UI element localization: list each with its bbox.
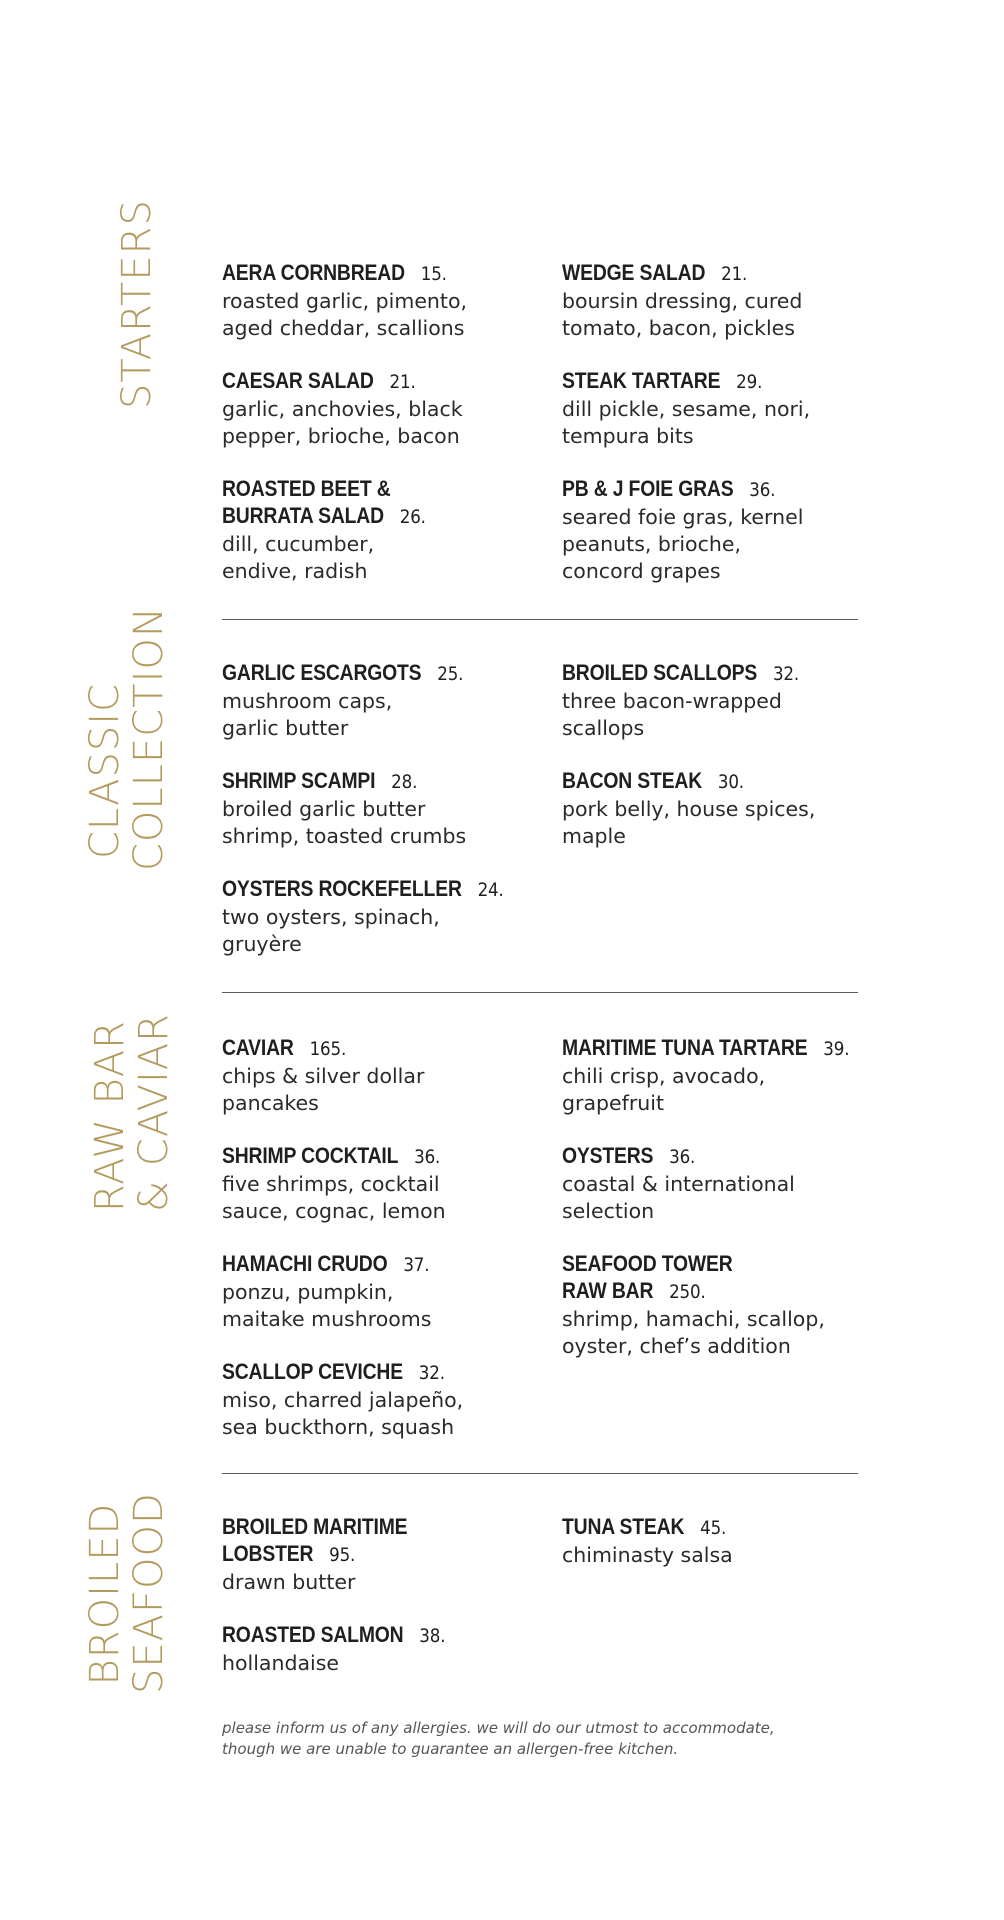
menu-item-heading (222, 1358, 504, 1387)
menu-item-name: BURRATA SALAD (222, 503, 384, 528)
menu-item (222, 1142, 542, 1225)
menu-item-heading (222, 767, 504, 796)
menu-item-name: BROILED MARITIME (222, 1514, 408, 1539)
menu-item-name: MARITIME TUNA TARTARE (562, 1035, 808, 1060)
menu-item-price: 30. (717, 771, 744, 793)
menu-column-right (562, 259, 882, 610)
menu-item-heading (222, 475, 504, 531)
menu-item-price: 36. (749, 479, 776, 501)
menu-item (222, 767, 542, 850)
menu-item (222, 1513, 542, 1596)
menu-item-heading (222, 1034, 504, 1063)
menu-item (562, 767, 882, 850)
menu-item-heading (222, 259, 504, 288)
menu-item-name: TUNA STEAK (562, 1514, 685, 1539)
menu-item (222, 875, 542, 958)
menu-item (562, 659, 882, 742)
menu-item-description: pork belly, house spices, maple (562, 797, 816, 848)
menu-item-heading (562, 1142, 844, 1171)
menu-item-name: AERA CORNBREAD (222, 260, 405, 285)
section-divider (222, 992, 858, 993)
menu-item-description: ponzu, pumpkin, maitake mushrooms (222, 1280, 432, 1331)
allergy-notice (222, 1718, 862, 1760)
menu-item-price: 21. (721, 263, 748, 285)
menu-item-price: 32. (772, 663, 800, 685)
menu-item-description: shrimp, hamachi, scallop, oyster, chef’s addition (562, 1307, 825, 1358)
menu-item-description: coastal & international selection (562, 1172, 795, 1223)
menu-item-price: 25. (437, 663, 464, 685)
menu-item-description: five shrimps, cocktail sauce, cognac, lemon (222, 1172, 446, 1223)
menu-column-right (562, 659, 882, 875)
section-title-line: & CAVIAR (131, 1013, 177, 1212)
menu-item-heading (562, 767, 844, 796)
menu-item (562, 259, 882, 342)
menu-item-name: GARLIC ESCARGOTS (222, 660, 422, 685)
menu-item-description: chips & silver dollar pancakes (222, 1064, 425, 1115)
menu-item (222, 259, 542, 342)
menu-column-left (222, 1513, 542, 1702)
menu-item-heading (562, 367, 844, 396)
menu-item-description: broiled garlic butter shrimp, toasted crumbs (222, 797, 467, 848)
menu-item-name: SHRIMP SCAMPI (222, 768, 376, 793)
menu-item-price: 26. (399, 506, 426, 528)
menu-item (562, 367, 882, 450)
menu-item-description: roasted garlic, pimento, aged cheddar, scallions (222, 289, 468, 340)
menu-item-heading (222, 1142, 504, 1171)
menu-item (562, 1513, 882, 1569)
menu-item-price: 45. (700, 1517, 727, 1539)
menu-item-price: 37. (403, 1254, 430, 1276)
menu-item-description: drawn butter (222, 1570, 356, 1594)
section-title-line: COLLECTION (126, 606, 172, 871)
menu-item-heading (562, 1034, 850, 1063)
section-title-line: CLASSIC (82, 683, 128, 860)
menu-item-name: OYSTERS (562, 1143, 654, 1168)
menu-item-heading (222, 659, 504, 688)
section-title-starters (114, 199, 160, 409)
menu-item-name: BACON STEAK (562, 768, 703, 793)
menu-item-heading (222, 1621, 504, 1650)
menu-item-price: 28. (391, 771, 418, 793)
menu-item-heading (222, 1513, 504, 1569)
menu-item-description: garlic, anchovies, black pepper, brioche, bacon (222, 397, 463, 448)
menu-item-description: seared foie gras, kernel peanuts, brioche, concord grapes (562, 505, 804, 583)
menu-item-description: boursin dressing, cured tomato, bacon, pickles (562, 289, 803, 340)
menu-item-heading (222, 875, 504, 904)
menu-item-price: 32. (418, 1362, 445, 1384)
menu-item-price: 165. (309, 1038, 347, 1060)
menu-item-name: RAW BAR (562, 1278, 654, 1303)
section-title-line: RAW BAR (87, 1020, 133, 1212)
menu-item-description: chiminasty salsa (562, 1543, 733, 1567)
section-title-line: BROILED (82, 1502, 128, 1686)
menu-item-name: SEAFOOD TOWER (562, 1251, 733, 1276)
allergy-notice-line-1: please inform us of any allergies. we will do our utmost to accommodate, (222, 1719, 775, 1737)
menu-item (562, 1250, 882, 1360)
section-divider (222, 1473, 858, 1474)
menu-item-price: 36. (414, 1146, 441, 1168)
menu-item-description: chili crisp, avocado, grapefruit (562, 1064, 766, 1115)
section-title-raw-bar-caviar (87, 1013, 177, 1212)
section-title-line: STARTERS (114, 199, 160, 409)
menu-item-description: dill, cucumber, endive, radish (222, 532, 375, 583)
menu-item-price: 29. (736, 371, 763, 393)
menu-item-name: ROASTED BEET & (222, 476, 391, 501)
menu-column-left (222, 659, 542, 983)
menu-item-name: CAVIAR (222, 1035, 294, 1060)
menu-item-name: OYSTERS ROCKEFELLER (222, 876, 462, 901)
menu-item-heading (222, 367, 504, 396)
menu-item-description: dill pickle, sesame, nori, tempura bits (562, 397, 811, 448)
menu-item-name: HAMACHI CRUDO (222, 1251, 388, 1276)
menu-item-heading (562, 1513, 844, 1542)
section-title-line: SEAFOOD (126, 1492, 172, 1694)
allergy-notice-line-2: though we are unable to guarantee an allergen-free kitchen. (222, 1740, 679, 1758)
menu-item (222, 1034, 542, 1117)
section-divider (222, 619, 858, 620)
menu-item-name: STEAK TARTARE (562, 368, 721, 393)
menu-item-description: mushroom caps, garlic butter (222, 689, 393, 740)
menu-item-price: 24. (477, 879, 504, 901)
menu-item (562, 475, 882, 585)
menu-item (222, 475, 542, 585)
menu-column-right (562, 1513, 882, 1594)
menu-item-heading (562, 659, 844, 688)
menu-item-price: 95. (329, 1544, 356, 1566)
menu-item-heading (562, 1250, 844, 1306)
menu-item-price: 36. (669, 1146, 696, 1168)
menu-item-name: WEDGE SALAD (562, 260, 706, 285)
menu-item-description: miso, charred jalapeño, sea buckthorn, squash (222, 1388, 464, 1439)
menu-item-price: 250. (669, 1281, 706, 1303)
menu-item (222, 1358, 542, 1441)
menu-item-heading (562, 475, 844, 504)
menu-item-price: 15. (420, 263, 447, 285)
menu-column-left (222, 1034, 542, 1466)
section-title-broiled-seafood (83, 1494, 171, 1694)
menu-item-name: BROILED SCALLOPS (562, 660, 758, 685)
menu-item-heading (222, 1250, 504, 1279)
menu-item-description: hollandaise (222, 1651, 340, 1675)
menu-item (222, 659, 542, 742)
menu-column-right (562, 1034, 882, 1385)
menu-item-price: 38. (419, 1625, 446, 1647)
menu-item-name: SHRIMP COCKTAIL (222, 1143, 399, 1168)
menu-item-price: 39. (823, 1038, 850, 1060)
menu-item-description: three bacon-wrapped scallops (562, 689, 782, 740)
menu-item (222, 1621, 542, 1677)
menu-item-name: SCALLOP CEVICHE (222, 1359, 403, 1384)
menu-item (562, 1034, 882, 1117)
menu-item-name: CAESAR SALAD (222, 368, 374, 393)
menu-item-name: ROASTED SALMON (222, 1622, 404, 1647)
section-title-classic-collection (82, 606, 172, 871)
menu-item-name: LOBSTER (222, 1541, 314, 1566)
menu-item (222, 367, 542, 450)
menu-item-heading (562, 259, 844, 288)
menu-item-description: two oysters, spinach, gruyère (222, 905, 440, 956)
menu-item-name: PB & J FOIE GRAS (562, 476, 734, 501)
menu-item (562, 1142, 882, 1225)
menu-item (222, 1250, 542, 1333)
menu-item-price: 21. (389, 371, 416, 393)
menu-column-left (222, 259, 542, 610)
